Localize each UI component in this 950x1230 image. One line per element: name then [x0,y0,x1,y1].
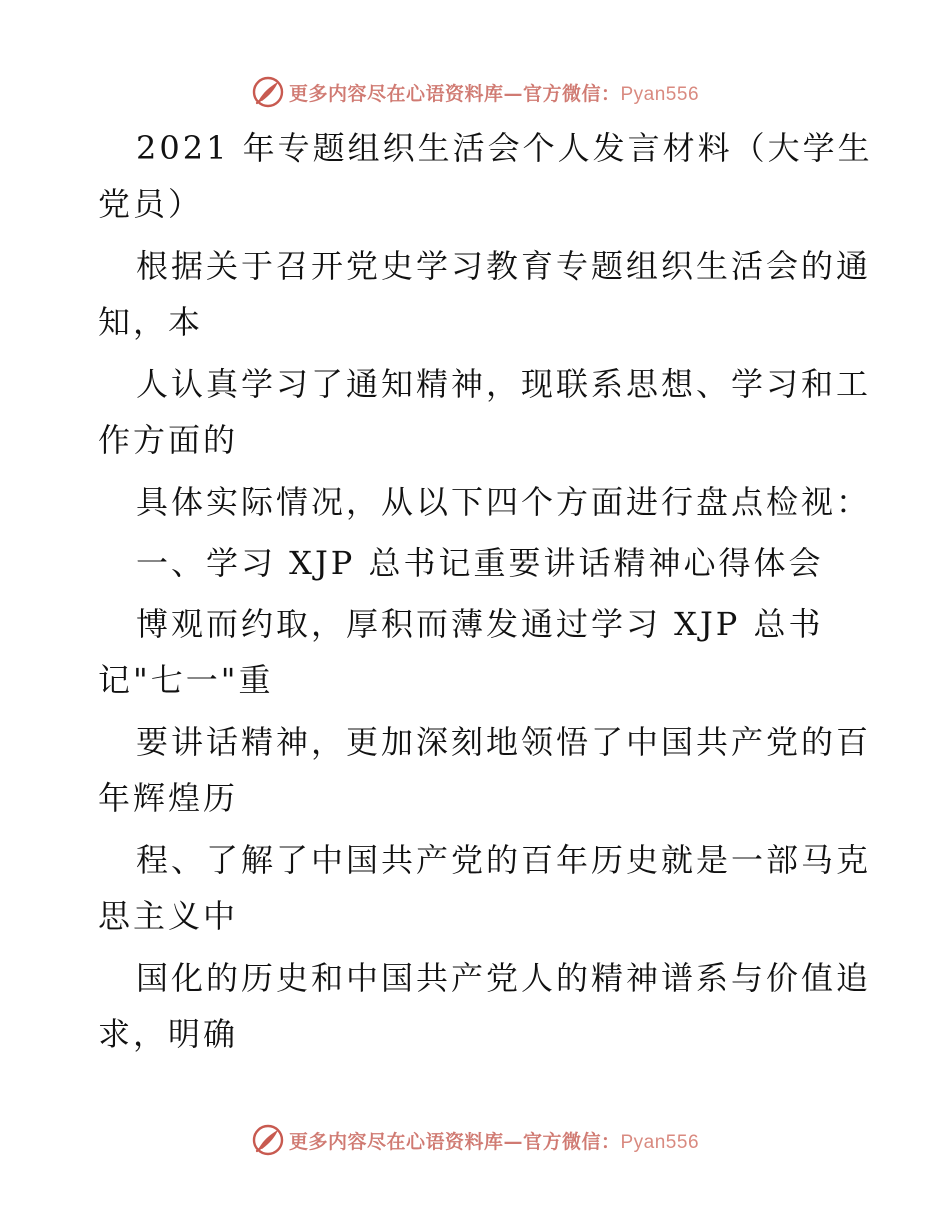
paragraph-line: 根据关于召开党史学习教育专题组织生活会的通 [136,247,872,285]
document-body [98,118,873,1066]
paragraph-line-cont: 记"七一"重 [98,661,274,699]
paragraph-line-cont: 知，本 [98,303,204,341]
quill-pen-logo-icon [251,75,285,109]
document-title-line-cont: 党员） [98,185,204,223]
document-title-line: 2021 年专题组织生活会个人发言材料（大学生 [136,129,873,167]
header-watermark [0,72,950,112]
quill-pen-logo-icon [251,1123,285,1157]
paragraph-line-cont: 年辉煌历 [98,779,239,817]
paragraph-line: 人认真学习了通知精神，现联系思想、学习和工 [136,365,872,403]
footer-watermark [0,1120,950,1160]
paragraph-line-cont: 作方面的 [98,421,239,459]
watermark-wechat-id: Pyan556 [620,1131,700,1153]
paragraph-line: 国化的历史和中国共产党人的精神谱系与价值追 [136,959,872,997]
paragraph-line: 要讲话精神，更加深刻地领悟了中国共产党的百 [136,723,872,761]
watermark-cn-text: 更多内容尽在心语资料库—官方微信： [288,1130,621,1153]
watermark-wechat-id: Pyan556 [620,83,700,105]
watermark-text [289,79,699,106]
watermark-cn-text: 更多内容尽在心语资料库—官方微信： [288,82,621,105]
watermark-text [289,1127,699,1154]
paragraph-line: 具体实际情况，从以下四个方面进行盘点检视： [136,483,872,521]
paragraph-line-cont: 思主义中 [98,897,239,935]
paragraph-line: 博观而约取，厚积而薄发通过学习 XJP 总书 [136,605,824,643]
paragraph-line-cont: 求，明确 [98,1015,239,1053]
section-heading: 一、学习 XJP 总书记重要讲话精神心得体会 [136,544,824,582]
paragraph-line: 程、了解了中国共产党的百年历史就是一部马克 [136,841,872,879]
